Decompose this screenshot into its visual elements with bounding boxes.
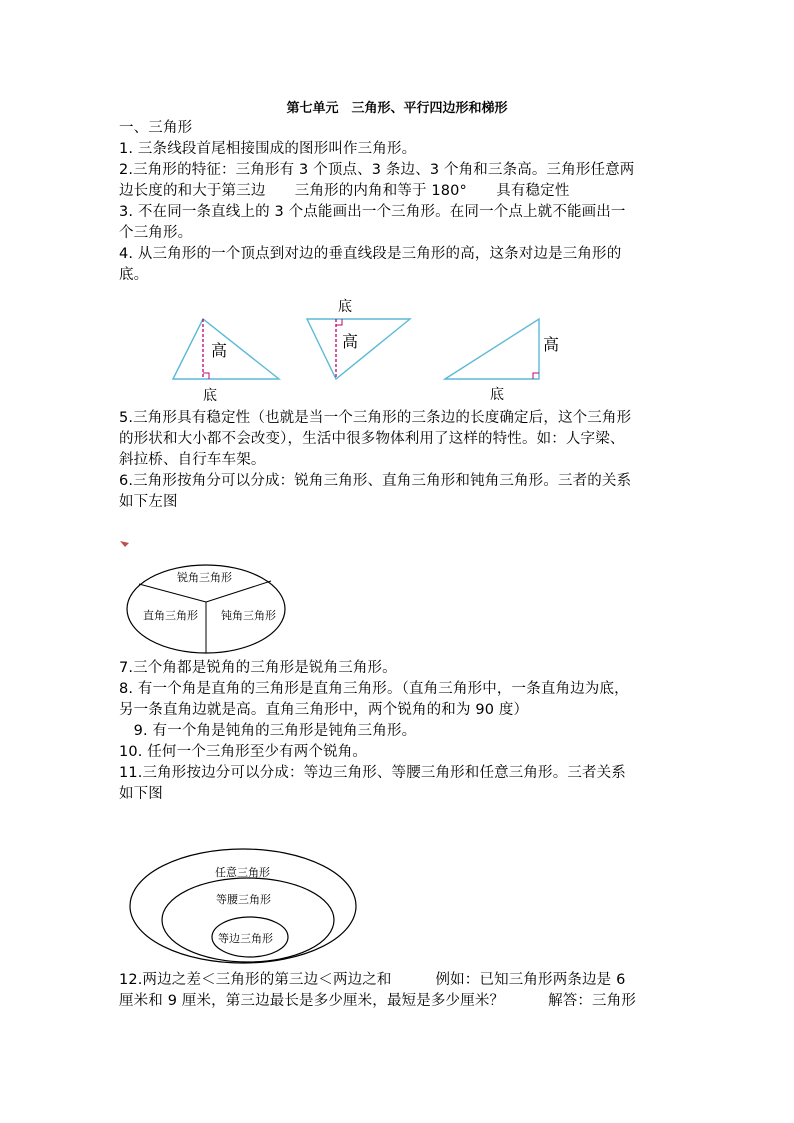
acute-label: 锐角三角形: [177, 571, 232, 584]
obtuse-label: 钝角三角形: [221, 609, 276, 622]
obtuse-triangle: [307, 298, 410, 379]
base-label: 底: [490, 387, 504, 403]
side-classification-figure: [125, 842, 365, 972]
text-line: 6.三角形按角分可以分成：锐角三角形、直角三角形和钝角三角形。三者的关系: [119, 473, 632, 489]
text-line: 3. 不在同一条直线上的 3 个点能画出一个三角形。在同一个点上就不能画出一: [119, 204, 626, 220]
scalene-label: 任意三角形: [215, 866, 270, 879]
text-line: 4. 从三角形的一个顶点到对边的垂直线段是三角形的高，这条对边是三角形的: [119, 246, 622, 262]
text-line: 底。: [119, 267, 149, 283]
triangle-height-figure: [160, 292, 580, 407]
page-title: 第七单元 三角形、平行四边形和梯形: [286, 101, 508, 116]
acute-triangle: [173, 319, 279, 404]
section-heading: 一、三角形: [119, 120, 193, 136]
text-line: 10. 任何一个三角形至少有两个锐角。: [119, 744, 368, 760]
text-line: 9. 有一个角是钝角的三角形是钝角三角形。: [119, 723, 417, 739]
text-line: 2.三角形的特征：三角形有 3 个顶点、3 条边、3 个角和三条高。三角形任意两: [119, 162, 635, 178]
text-line: 斜拉桥、自行车车架。: [119, 452, 266, 468]
equilateral-label: 等边三角形: [218, 932, 273, 945]
text-line: 的形状和大小都不会改变），生活中很多物体利用了这样的特性。如：人字梁、: [119, 431, 625, 447]
height-label: 高: [543, 335, 560, 354]
right-triangle: [445, 319, 559, 403]
angle-classification-figure: [115, 535, 295, 655]
text-line: 另一条直角边就是高。直角三角形中，两个锐角的和为 90 度）: [119, 702, 529, 718]
text-line: 11.三角形按边分可以分成：等边三角形、等腰三角形和任意三角形。三者关系: [119, 765, 626, 781]
text-line: 厘米和 9 厘米，第三边最长是多少厘米，最短是多少厘米？ 解答：三角形: [119, 993, 636, 1009]
height-label: 高: [342, 332, 359, 351]
isosceles-label: 等腰三角形: [216, 893, 271, 906]
text-line: 5.三角形具有稳定性（也就是当一个三角形的三条边的长度确定后，这个三角形: [119, 410, 632, 426]
text-line: 边长度的和大于第三边 三角形的内角和等于 180° 具有稳定性: [119, 183, 570, 199]
text-line: 1. 三条线段首尾相接围成的图形叫作三角形。: [119, 141, 417, 157]
right-label: 直角三角形: [143, 609, 198, 622]
text-line: 12.两边之差＜三角形的第三边＜两边之和 例如：已知三角形两条边是 6: [119, 972, 626, 988]
text-line: 如下左图: [119, 494, 178, 510]
marker-icon: [120, 541, 129, 547]
text-line: 7.三个角都是锐角的三角形是锐角三角形。: [119, 660, 397, 676]
height-label: 高: [211, 341, 228, 360]
text-line: 个三角形。: [119, 225, 193, 241]
text-line: 如下图: [119, 786, 163, 802]
base-label: 底: [203, 388, 217, 404]
text-line: 8. 有一个角是直角的三角形是直角三角形。（直角三角形中，一条直角边为底，: [119, 681, 629, 697]
base-label: 底: [338, 299, 352, 315]
